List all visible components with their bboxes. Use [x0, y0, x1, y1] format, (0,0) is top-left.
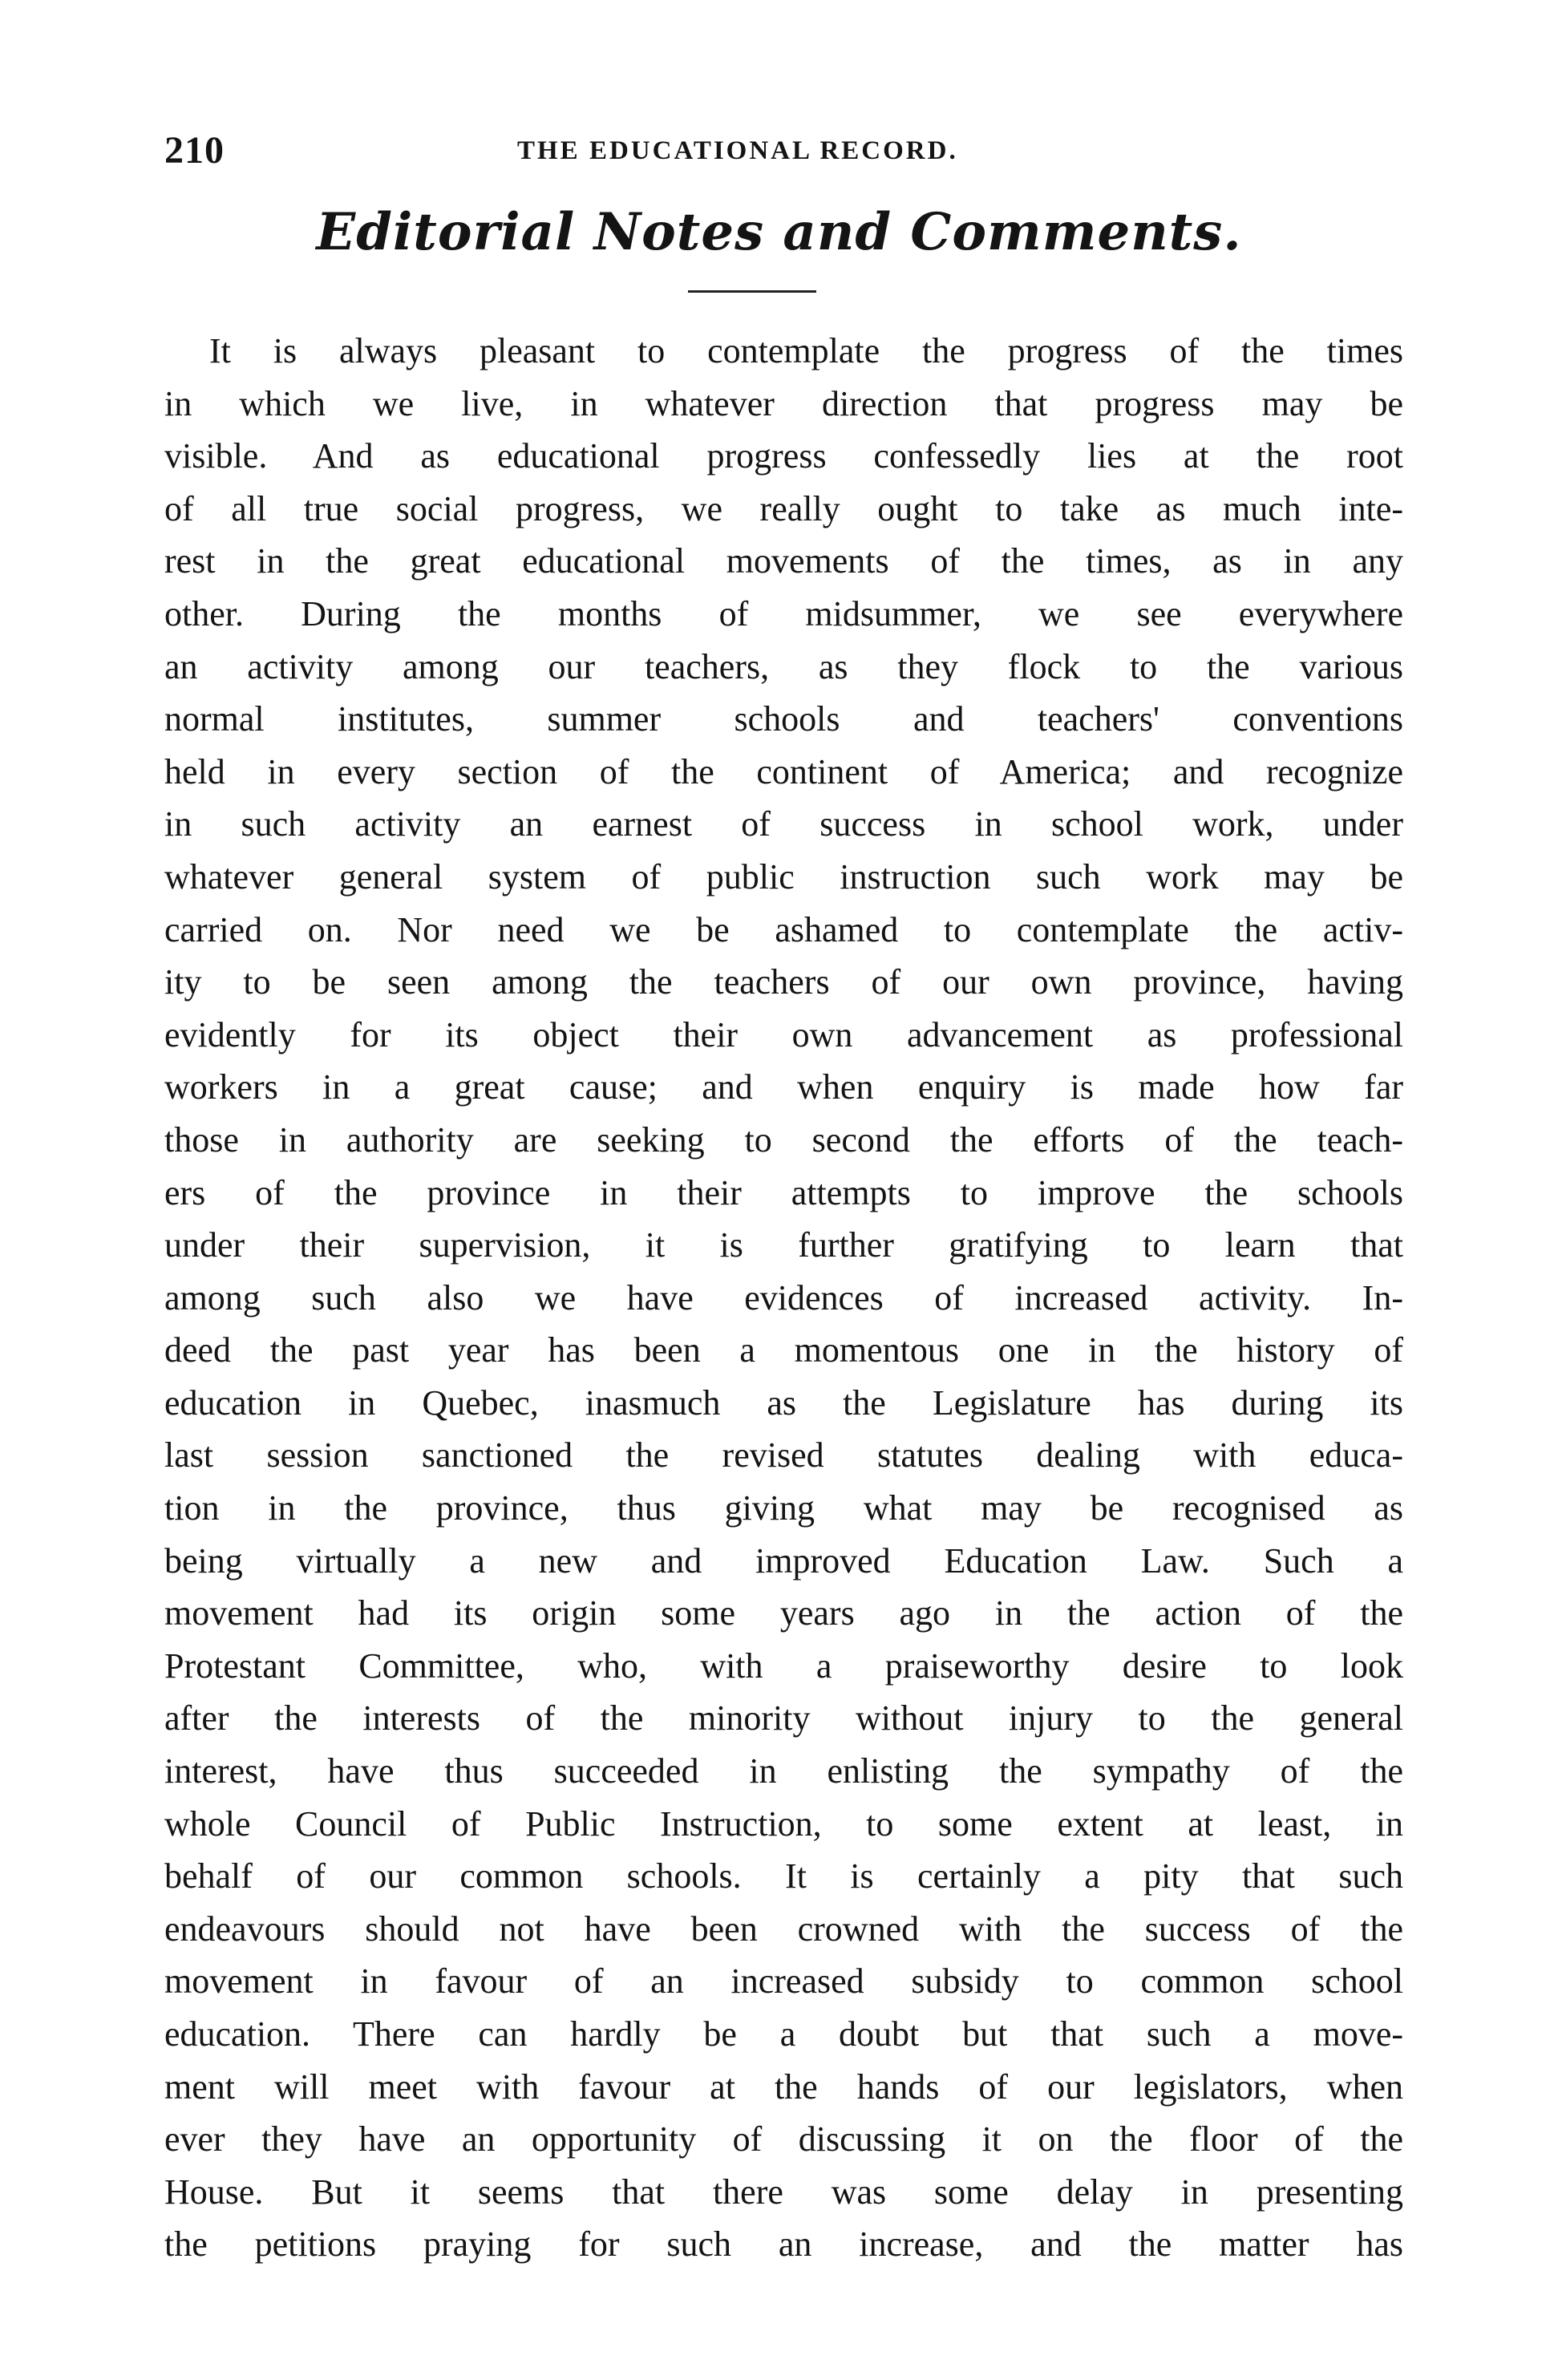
text-line: normal institutes, summer schools and teachers' conventions — [164, 699, 1403, 739]
text-line: being virtually a new and improved Education Law. Such a — [164, 1540, 1403, 1581]
title-divider — [688, 290, 816, 293]
page-number: 210 — [164, 129, 225, 172]
text-line: those in authority are seeking to second the efforts of the teach- — [164, 1119, 1403, 1160]
text-line: ment will meet with favour at the hands of our legislators, when — [164, 2066, 1403, 2107]
text-line: ers of the province in their attempts to improve the schools — [164, 1172, 1403, 1212]
text-line: whole Council of Public Instruction, to some extent at least, in — [164, 1803, 1403, 1844]
text-line: ity to be seen among the teachers of our own province, having — [164, 962, 1403, 1002]
text-line: interest, have thus succeeded in enlisting the sympathy of the — [164, 1751, 1403, 1791]
text-line: behalf of our common schools. It is certainly a pity that such — [164, 1856, 1403, 1896]
journal-title: THE EDUCATIONAL RECORD. — [517, 136, 958, 165]
section-title: Editorial Notes and Comments. — [316, 202, 1242, 262]
text-line: movement had its origin some years ago in the action of the — [164, 1593, 1403, 1633]
editorial-paragraph — [164, 325, 1403, 2271]
text-line: deed the past year has been a momentous one in the history of — [164, 1330, 1403, 1370]
text-line: last session sanctioned the revised statutes dealing with educa- — [164, 1435, 1403, 1475]
text-line: movement in favour of an increased subsidy to common school — [164, 1961, 1403, 2002]
text-line: held in every section of the continent of America; and recognize — [164, 751, 1403, 791]
text-line: among such also we have evidences of increased activity. In- — [164, 1277, 1403, 1318]
text-line: education in Quebec, inasmuch as the Legislature has during its — [164, 1382, 1403, 1423]
text-line: rest in the great educational movements of the times, as in any — [164, 541, 1403, 581]
text-line: House. But it seems that there was some delay in presenting — [164, 2172, 1403, 2212]
text-line: workers in a great cause; and when enquiry is made how far — [164, 1067, 1403, 1107]
text-line: under their supervision, it is further gratifying to learn that — [164, 1225, 1403, 1265]
text-line: tion in the province, thus giving what may be recognised as — [164, 1488, 1403, 1528]
text-line: visible. And as educational progress confessedly lies at the root — [164, 436, 1403, 476]
text-line: whatever general system of public instruction such work may be — [164, 856, 1403, 897]
text-line: the petitions praying for such an increase, and the matter has — [164, 2224, 1403, 2265]
text-line: of all true social progress, we really ought to take as much inte- — [164, 488, 1403, 528]
text-line: endeavours should not have been crowned with the success of the — [164, 1908, 1403, 1949]
text-line: It is always pleasant to contemplate the progress of the times — [209, 331, 1403, 370]
running-head — [164, 128, 1403, 184]
text-line: education. There can hardly be a doubt but that such a move- — [164, 2014, 1403, 2054]
text-line: an activity among our teachers, as they flock to the various — [164, 646, 1403, 686]
text-line: carried on. Nor need we be ashamed to contemplate the activ- — [164, 909, 1403, 949]
text-line: evidently for its object their own advancement as professional — [164, 1014, 1403, 1054]
text-line: other. During the months of midsummer, we see everywhere — [164, 593, 1403, 633]
text-line: Protestant Committee, who, with a praiseworthy desire to look — [164, 1645, 1403, 1686]
text-line: ever they have an opportunity of discussing it on the floor of the — [164, 2119, 1403, 2159]
text-line: in which we live, in whatever direction that progress may be — [164, 383, 1403, 423]
text-line: after the interests of the minority without injury to the general — [164, 1698, 1403, 1738]
text-line: in such activity an earnest of success in school work, under — [164, 804, 1403, 844]
